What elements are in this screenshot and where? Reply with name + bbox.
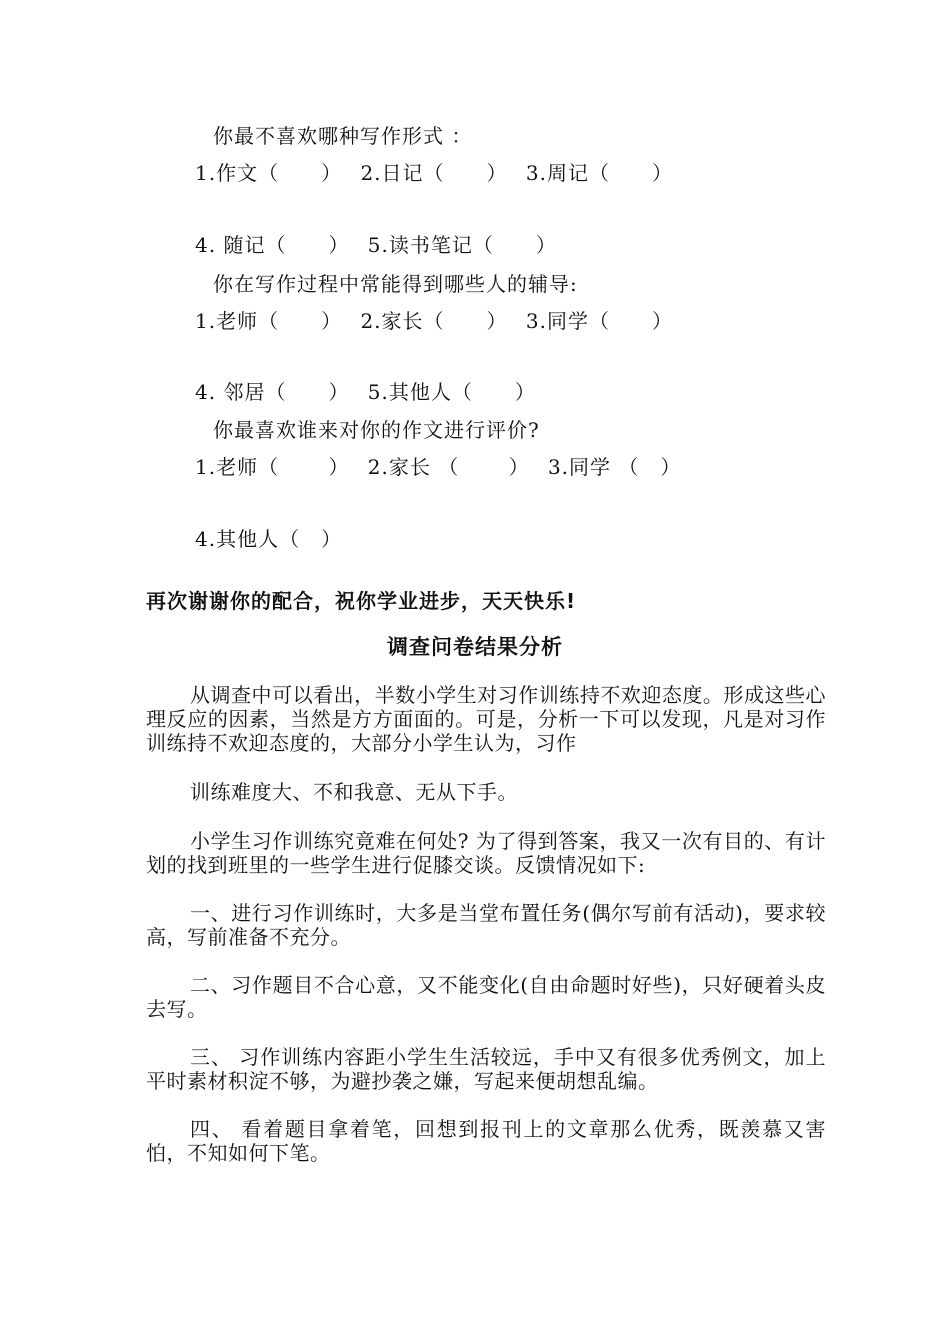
thanks-message: 再次谢谢你的配合，祝你学业进步，天天快乐!	[146, 589, 577, 613]
analysis-point-3: 三、 习作训练内容距小学生生活较远，手中又有很多优秀例文，加上平时素材积淀不够，为避抄袭之嫌，写起来便胡想乱编。	[146, 1045, 826, 1093]
analysis-paragraph-1: 从调查中可以看出，半数小学生对习作训练持不欢迎态度。形成这些心理反应的因素，当然是方方面面的。可是，分析一下可以发现，凡是对习作训练持不欢迎态度的，大部分小学生认为，习作	[146, 683, 826, 755]
analysis-point-2: 二、习作题目不合心意，又不能变化(自由命题时好些)，只好硬着头皮去写。	[146, 973, 826, 1021]
survey-question-2: 你在写作过程中常能得到哪些人的辅导:	[213, 272, 578, 296]
survey-question-2-options-row-2: 4. 邻居（ ） 5.其他人（ ）	[195, 380, 536, 404]
survey-question-1: 你最不喜欢哪种写作形式 ：	[213, 124, 473, 148]
survey-question-3-options-row-2: 4.其他人（ ）	[195, 527, 343, 551]
analysis-title: 调查问卷结果分析	[387, 635, 563, 659]
analysis-paragraph-2: 小学生习作训练究竟难在何处? 为了得到答案，我又一次有目的、有计划的找到班里的一些学生进行促膝交谈。反馈情况如下:	[146, 829, 826, 877]
analysis-paragraph-1-continued: 训练难度大、不和我意、无从下手。	[190, 780, 518, 804]
analysis-point-1: 一、进行习作训练时，大多是当堂布置任务(偶尔写前有活动)，要求较高，写前准备不充分。	[146, 901, 826, 949]
survey-question-3: 你最喜欢谁来对你的作文进行评价?	[213, 418, 540, 442]
survey-question-1-options-row-2: 4. 随记（ ） 5.读书笔记（ ）	[195, 233, 557, 257]
survey-question-2-options-row-1: 1.老师（ ） 2.家长（ ） 3.同学（ ）	[195, 309, 673, 333]
survey-question-3-options-row-1: 1.老师（ ） 2.家长 （ ） 3.同学 （ ）	[195, 455, 682, 479]
analysis-point-4: 四、 看着题目拿着笔，回想到报刊上的文章那么优秀，既羡慕又害怕，不知如何下笔。	[146, 1117, 826, 1165]
survey-question-1-options-row-1: 1.作文（ ） 2.日记（ ） 3.周记（ ）	[195, 161, 673, 185]
